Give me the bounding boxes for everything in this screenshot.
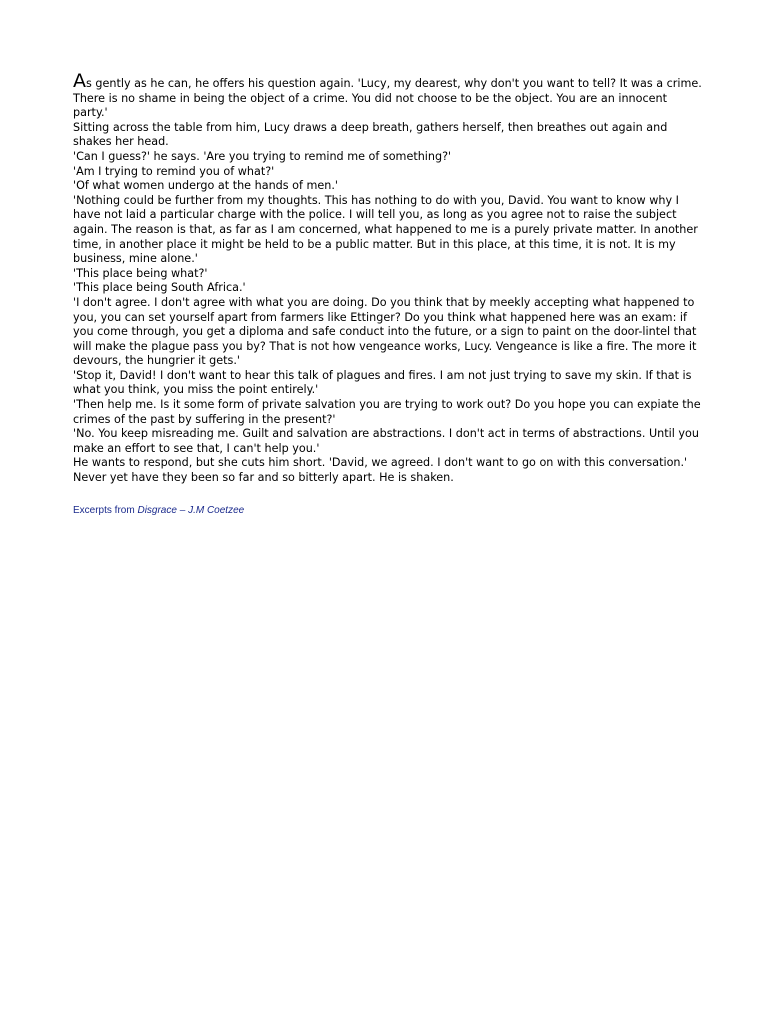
book-title: Disgrace	[137, 505, 177, 516]
paragraph: He wants to respond, but she cuts him short. 'David, we agreed. I don't want to go on with this conversation.'	[73, 456, 688, 470]
paragraph: Sitting across the table from him, Lucy draws a deep breath, gathers herself, then breathes out again and shakes her head.	[73, 120, 668, 149]
author-name: J.M Coetzee	[188, 505, 245, 516]
paragraph: 'Nothing could be further from my thoughts. This has nothing to do with you, David. You want to know why I have not laid a particular charge with the police. I will tell you, as long as you agree not to raise the subject again. The reason is that, as far as I am concerned, what happened to me is a purely private matter. In another time, in another place it might be held to be a public matter. But in this place, at this time, it is not. It is my business, mine alone.'	[73, 193, 698, 266]
paragraph: 'I don't agree. I don't agree with what you are doing. Do you think that by meekly accepting what happened to you, you can set yourself apart from farmers like Ettinger? Do you think what happened here was an exam: if you come through, you get a diploma and safe conduct into the future, or a sign to paint on the door-lintel that will make the plague pass you by? That is not how vengeance works, Lucy. Vengeance is like a fire. The more it devours, the hungrier it gets.'	[73, 295, 697, 368]
paragraph: 'This place being what?'	[73, 266, 208, 280]
paragraph: Never yet have they been so far and so bitterly apart. He is shaken.	[73, 471, 454, 485]
paragraph: 'Am I trying to remind you of what?'	[73, 164, 275, 178]
paragraph: 'Then help me. Is it some form of private salvation you are trying to work out? Do you hope you can expiate the crimes of the past by suffering in the present?'	[73, 398, 701, 426]
credit-separator: –	[176, 505, 189, 516]
paragraph: 'Of what women undergo at the hands of men.'	[73, 179, 338, 193]
opening-paragraph	[73, 70, 703, 121]
paragraph: 'Stop it, David! I don't want to hear this talk of plagues and fires. I am not just trying to save my skin. If that is what you think, you miss the point entirely.'	[73, 368, 692, 397]
excerpt-text	[73, 70, 703, 486]
opening-text: s gently as he can, he offers his question again. 'Lucy, my dearest, why don't you want to tell? It was a crime. There is no shame in being the object of a crime. You did not choose to be the object. You are an innocent party.'	[73, 77, 702, 120]
paragraph: 'No. You keep misreading me. Guilt and salvation are abstractions. I don't act in terms of abstractions. Until you make an effort to see that, I can't help you.'	[73, 427, 699, 455]
source-credit	[73, 505, 244, 516]
paragraph: 'Can I guess?' he says. 'Are you trying to remind me of something?'	[73, 149, 452, 163]
credit-prefix: Excerpts from	[73, 505, 138, 516]
drop-cap: A	[73, 70, 86, 92]
excerpt-body	[73, 70, 703, 486]
paragraph: 'This place being South Africa.'	[73, 281, 246, 295]
